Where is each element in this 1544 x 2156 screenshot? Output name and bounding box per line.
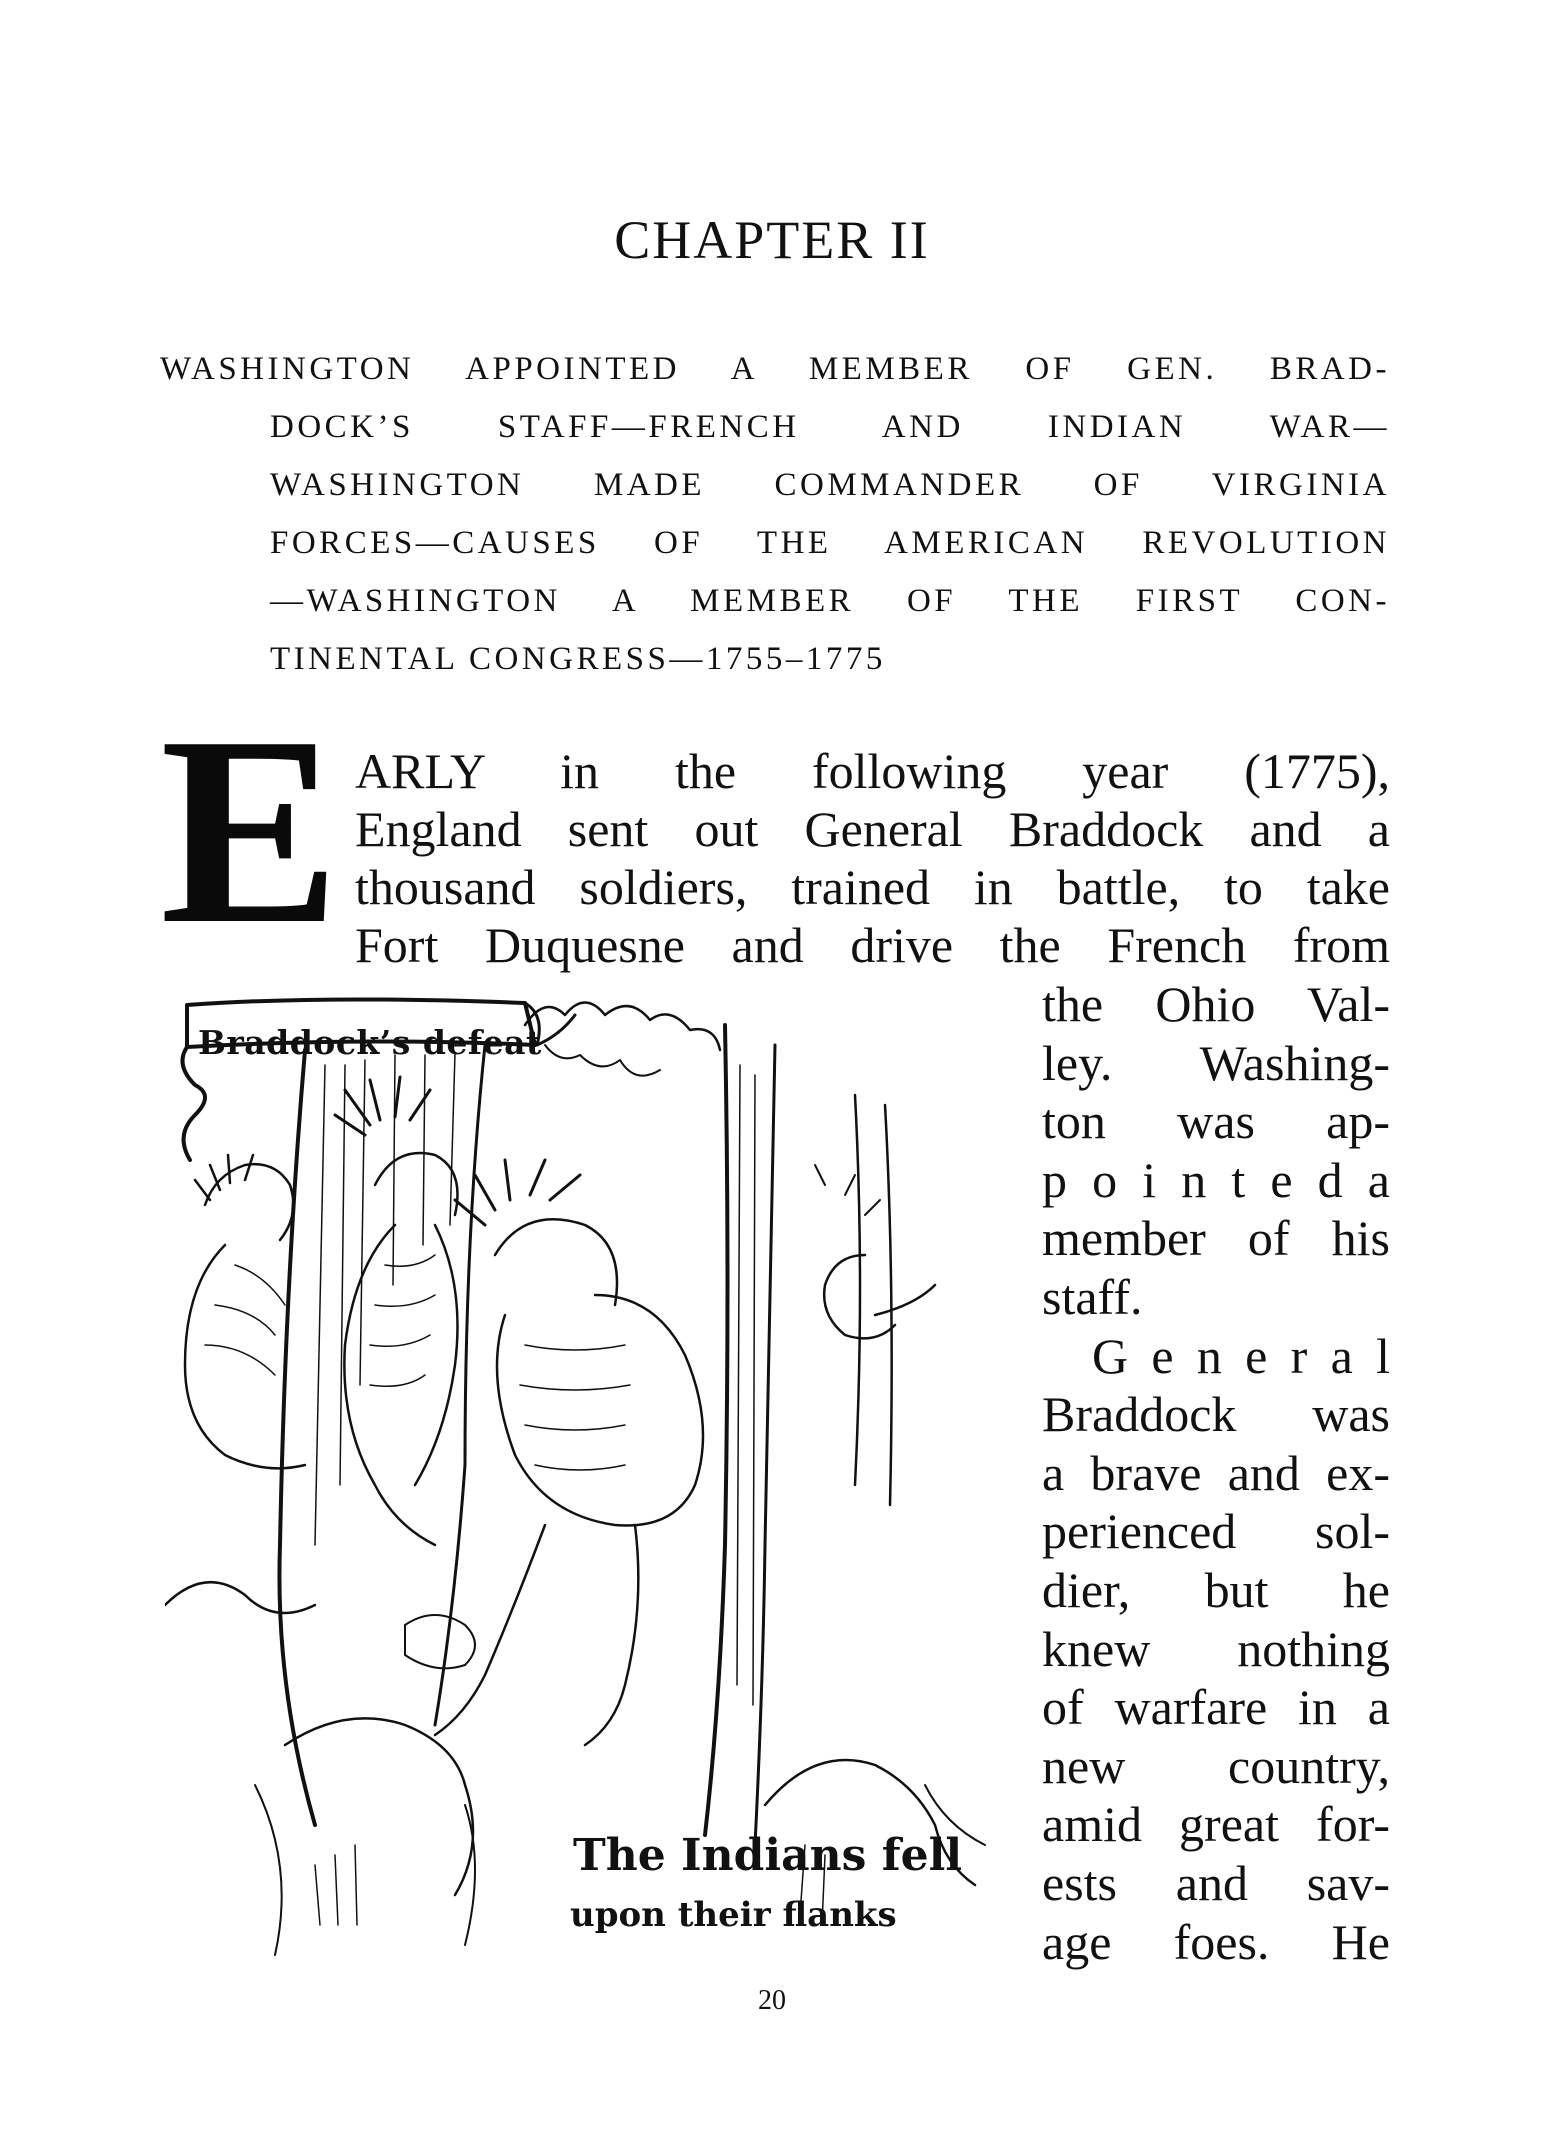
summary-line: TINENTAL CONGRESS—1755–1775: [270, 641, 886, 677]
warrior-figure-peeking: [824, 1255, 935, 1338]
body-line: ley. Washing-: [1042, 1034, 1390, 1091]
body-line: ton was ap-: [1042, 1093, 1390, 1150]
body-line: Braddock was: [1042, 1386, 1390, 1443]
body-line: knew nothing: [1042, 1620, 1390, 1677]
body-line: dier, but he: [1042, 1561, 1390, 1618]
body-line: G e n e r a l: [1092, 1327, 1390, 1384]
body-line: of warfare in a: [1042, 1679, 1390, 1736]
body-line: ests and sav-: [1042, 1854, 1390, 1911]
body-line: amid great for-: [1042, 1796, 1390, 1853]
body-line: a brave and ex-: [1042, 1444, 1390, 1501]
tree-trunk-right: [705, 1025, 728, 1835]
body-line: p o i n t e d a: [1042, 1151, 1390, 1208]
summary-line: WASHINGTON APPOINTED A MEMBER OF GEN. BRAD-: [160, 351, 1390, 387]
drop-cap: E: [160, 681, 341, 980]
opening-paragraph: [355, 742, 1390, 974]
illustration-caption-line: The Indians fell: [573, 1830, 963, 1881]
body-line: new country,: [1042, 1737, 1390, 1794]
body-line: Fort Duquesne and drive the French from: [355, 917, 1390, 973]
page-number: 20: [758, 1985, 786, 2016]
illustration-banner-label: Braddock’s defeat: [198, 1023, 542, 1062]
body-line: ARLY in the following year (1775),: [355, 743, 1390, 799]
body-line: member of his: [1042, 1210, 1390, 1267]
warrior-figure-right: [405, 1160, 703, 1745]
warrior-figure-center: [335, 1077, 458, 1545]
tree-trunk-left: [279, 1050, 315, 1825]
summary-line: FORCES—CAUSES OF THE AMERICAN REVOLUTION: [270, 525, 1390, 561]
body-line: age foes. He: [1042, 1913, 1390, 1970]
body-line: staff.: [1042, 1268, 1143, 1325]
body-line: perienced sol-: [1042, 1503, 1390, 1560]
text-column: [1042, 975, 1390, 1971]
summary-line: WASHINGTON MADE COMMANDER OF VIRGINIA: [270, 467, 1390, 503]
chapter-summary: [160, 340, 1390, 688]
body-line: England sent out General Braddock and a: [355, 801, 1390, 857]
body-line: thousand soldiers, trained in battle, to take: [355, 859, 1390, 915]
illustration-caption-line: upon their flanks: [570, 1895, 897, 1935]
chapter-title: CHAPTER II: [614, 210, 930, 270]
summary-line: —WASHINGTON A MEMBER OF THE FIRST CON-: [270, 583, 1390, 619]
body-line: the Ohio Val-: [1042, 976, 1390, 1032]
summary-line: DOCK’S STAFF—FRENCH AND INDIAN WAR—: [270, 409, 1390, 445]
